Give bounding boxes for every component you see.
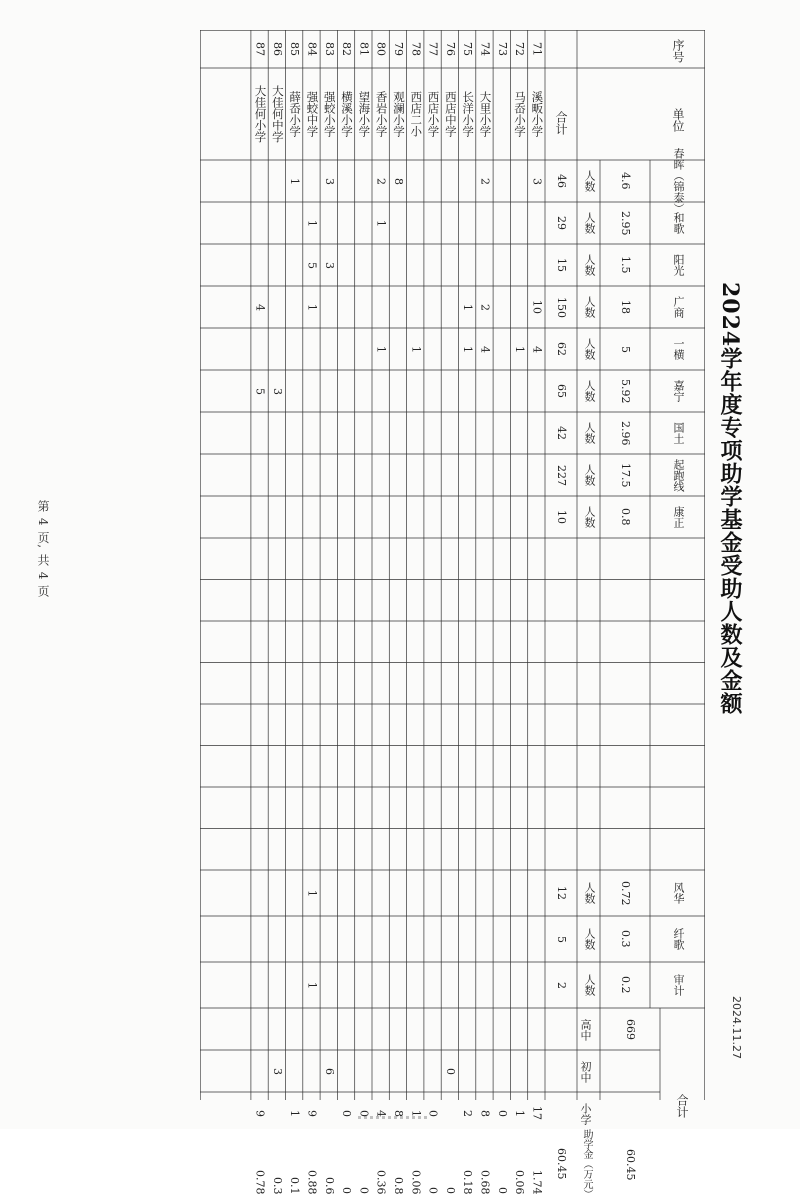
- table-row-unit: 西店二小: [409, 91, 424, 137]
- table-row-value: 1: [305, 889, 319, 897]
- table-row-unit: 长洋小学: [461, 91, 476, 137]
- table-row-elementary: 8: [391, 1109, 405, 1117]
- table-row-seq: 87: [253, 42, 267, 56]
- header-total-group: 合计: [675, 1094, 689, 1118]
- column-header-rate: 2.96: [619, 420, 632, 446]
- table-row-elementary: 1: [409, 1109, 423, 1117]
- table-row-unit: 强蛟小学: [322, 91, 337, 137]
- table-row-seq: 74: [478, 42, 492, 56]
- table-row-unit: 香岩小学: [374, 91, 389, 137]
- column-header-people: 人数: [583, 506, 596, 528]
- total-row-value: 62: [555, 342, 568, 356]
- table-row-seq: 75: [461, 42, 475, 56]
- column-header-people: 人数: [583, 882, 596, 904]
- table-row-junior-high: 3: [270, 1067, 284, 1075]
- table-row-value: 5: [305, 261, 319, 269]
- total-row-value: 29: [555, 216, 568, 230]
- total-row-value: 227: [555, 464, 568, 486]
- table-row-elementary: 9: [253, 1109, 267, 1117]
- total-row-amount: 60.45: [555, 1148, 568, 1180]
- column-header-name: 春晖（锦泰）: [672, 148, 685, 214]
- column-header-name: 起跑线: [672, 458, 685, 492]
- table-row-unit: 大佳何小学: [253, 85, 268, 143]
- table-row-seq: 73: [495, 42, 509, 56]
- column-header-rate: 2.95: [619, 210, 632, 236]
- table-row-unit: 西店中学: [443, 91, 458, 137]
- table-row-amount: 0.36: [374, 1169, 388, 1194]
- column-header-rate: 5.92: [619, 378, 632, 404]
- total-row-value: 10: [555, 510, 568, 524]
- table-row-value: 10: [530, 300, 544, 314]
- column-header-people: 人数: [583, 928, 596, 950]
- header-total-amount: 60.45: [624, 1149, 637, 1181]
- table-row-seq: 86: [270, 42, 284, 56]
- column-header-name: 一横: [672, 338, 685, 360]
- table-row-seq: 81: [357, 42, 371, 56]
- table-row-unit: 薛岙小学: [288, 91, 303, 137]
- column-header-name: 康正: [672, 506, 685, 528]
- column-header-people: 人数: [583, 974, 596, 996]
- table-row-value: 8: [391, 177, 405, 185]
- header-high-school: 高中: [579, 1019, 592, 1041]
- table-row-junior-high: 0: [443, 1067, 457, 1075]
- total-row-value: 2: [555, 981, 568, 989]
- column-header-rate: 0.8: [619, 508, 632, 526]
- header-total-people: 669: [624, 1018, 637, 1040]
- table-row-seq: 72: [513, 42, 527, 56]
- table-row-unit: 溪畈小学: [530, 91, 545, 137]
- table-row-elementary: 0: [357, 1109, 371, 1117]
- table-row-value: 3: [270, 387, 284, 395]
- column-header-name: 嘉宁: [672, 380, 685, 402]
- table-row-elementary: 0: [340, 1109, 354, 1117]
- column-header-name: 审计: [672, 974, 685, 996]
- table-row-elementary: 1: [288, 1109, 302, 1117]
- table-row-elementary: 0: [495, 1109, 509, 1117]
- table-row-elementary: 4: [374, 1109, 388, 1117]
- table-row-unit: 望海小学: [357, 91, 372, 137]
- table-row-seq: 85: [288, 42, 302, 56]
- column-header-name: 广商: [672, 296, 685, 318]
- table-row-amount: 0: [495, 1187, 509, 1194]
- table-row-seq: 83: [322, 42, 336, 56]
- table-row-value: 1: [409, 345, 423, 353]
- column-header-rate: 0.72: [619, 880, 632, 906]
- table-row-amount: 0: [357, 1187, 371, 1194]
- table-row-value: 1: [374, 345, 388, 353]
- table-row-amount: 0.06: [409, 1169, 423, 1194]
- table-row-value: 1: [305, 303, 319, 311]
- column-header-rate: 1.5: [619, 256, 632, 274]
- table-row-amount: 0.6: [322, 1176, 336, 1194]
- total-row-value: 15: [555, 258, 568, 272]
- table-row-value: 1: [374, 219, 388, 227]
- column-header-rate: 5: [619, 345, 632, 353]
- document-date: 2024.11.27: [730, 996, 743, 1059]
- table-row-unit: 大佳何中学: [270, 85, 285, 143]
- table-row-seq: 79: [391, 42, 405, 56]
- column-header-people: 人数: [583, 212, 596, 234]
- table-row-seq: 76: [443, 42, 457, 56]
- table-row-value: 1: [461, 303, 475, 311]
- table-row-value: 2: [374, 177, 388, 185]
- total-row-value: 150: [555, 296, 568, 318]
- table-row-elementary: 8: [478, 1109, 492, 1117]
- table-row-value: 4: [478, 345, 492, 353]
- total-row-value: 42: [555, 426, 568, 440]
- column-header-name: 国土: [672, 422, 685, 444]
- table-row-value: 1: [461, 345, 475, 353]
- table-row-amount: 0.18: [461, 1169, 475, 1194]
- funding-table: [200, 30, 705, 1199]
- table-row-value: 4: [253, 303, 267, 311]
- header-seq: 序号: [671, 39, 685, 63]
- table-row-unit: 大里小学: [478, 91, 493, 137]
- total-row-value: 65: [555, 384, 568, 398]
- table-row-elementary: 0: [426, 1109, 440, 1117]
- table-row-seq: 71: [530, 42, 544, 56]
- header-unit: 单位: [671, 108, 685, 132]
- table-row-value: 2: [478, 177, 492, 185]
- column-header-people: 人数: [583, 296, 596, 318]
- table-row-seq: 82: [340, 42, 354, 56]
- header-junior-high: 初中: [579, 1061, 592, 1083]
- total-row-value: 5: [555, 935, 568, 943]
- column-header-people: 人数: [583, 338, 596, 360]
- column-header-rate: 4.6: [619, 172, 632, 190]
- page-footer: 第 4 页, 共 4 页: [36, 500, 50, 599]
- table-row-value: 3: [322, 261, 336, 269]
- table-row-seq: 78: [409, 42, 423, 56]
- table-row-seq: 80: [374, 42, 388, 56]
- header-elementary: 小学: [579, 1103, 592, 1125]
- column-header-rate: 17.5: [619, 462, 632, 488]
- column-header-people: 人数: [583, 254, 596, 276]
- column-header-name: 和歌: [672, 212, 685, 234]
- table-row-unit: 马岙小学: [513, 91, 528, 137]
- total-row-value: 46: [555, 174, 568, 188]
- table-row-value: 1: [305, 981, 319, 989]
- table-row-value: 1: [288, 177, 302, 185]
- table-row-value: 3: [530, 177, 544, 185]
- column-header-people: 人数: [583, 422, 596, 444]
- total-row-value: 12: [555, 886, 568, 900]
- table-row-junior-high: 6: [322, 1067, 336, 1075]
- column-header-rate: 0.2: [619, 976, 632, 994]
- column-header-rate: 18: [619, 300, 632, 314]
- table-row-value: 5: [253, 387, 267, 395]
- table-row-unit: 西店小学: [426, 91, 441, 137]
- header-amount: 助学金（万元）: [581, 1129, 592, 1199]
- column-header-name: 阳光: [672, 254, 685, 276]
- table-row-elementary: 9: [305, 1109, 319, 1117]
- document-title: 2024学年度专项助学基金受助人数及金额: [717, 282, 743, 716]
- table-row-amount: 0: [340, 1187, 354, 1194]
- table-row-amount: 0.78: [253, 1169, 267, 1194]
- table-row-value: 1: [305, 219, 319, 227]
- table-row-amount: 0.1: [288, 1176, 302, 1194]
- table-row-amount: 0: [443, 1187, 457, 1194]
- table-row-seq: 84: [305, 42, 319, 56]
- table-row-elementary: 17: [530, 1106, 544, 1120]
- table-row-elementary: 1: [513, 1109, 527, 1117]
- column-header-people: 人数: [583, 464, 596, 486]
- column-header-rate: 0.3: [619, 930, 632, 948]
- table-row-elementary: 2: [461, 1109, 475, 1117]
- column-header-name: 纤歌: [672, 928, 685, 950]
- table-row-value: 1: [513, 345, 527, 353]
- table-row-amount: 0: [426, 1187, 440, 1194]
- table-row-value: 2: [478, 303, 492, 311]
- column-header-people: 人数: [583, 380, 596, 402]
- table-row-unit: 观澜小学: [391, 91, 406, 137]
- table-row-unit: 横溪小学: [340, 91, 355, 137]
- table-row-unit: 强蛟中学: [305, 91, 320, 137]
- column-header-name: 风华: [672, 882, 685, 904]
- table-row-amount: 0.3: [270, 1176, 284, 1194]
- total-row-label: 合计: [554, 110, 568, 135]
- table-row-value: 4: [530, 345, 544, 353]
- table-row-amount: 0.8: [391, 1176, 405, 1194]
- table-row-amount: 1.74: [530, 1169, 544, 1194]
- column-header-people: 人数: [583, 170, 596, 192]
- table-row-amount: 0.06: [513, 1169, 527, 1194]
- table-row-amount: 0.88: [305, 1169, 319, 1194]
- table-row-amount: 0.68: [478, 1169, 492, 1194]
- table-row-seq: 77: [426, 42, 440, 56]
- table-row-value: 3: [322, 177, 336, 185]
